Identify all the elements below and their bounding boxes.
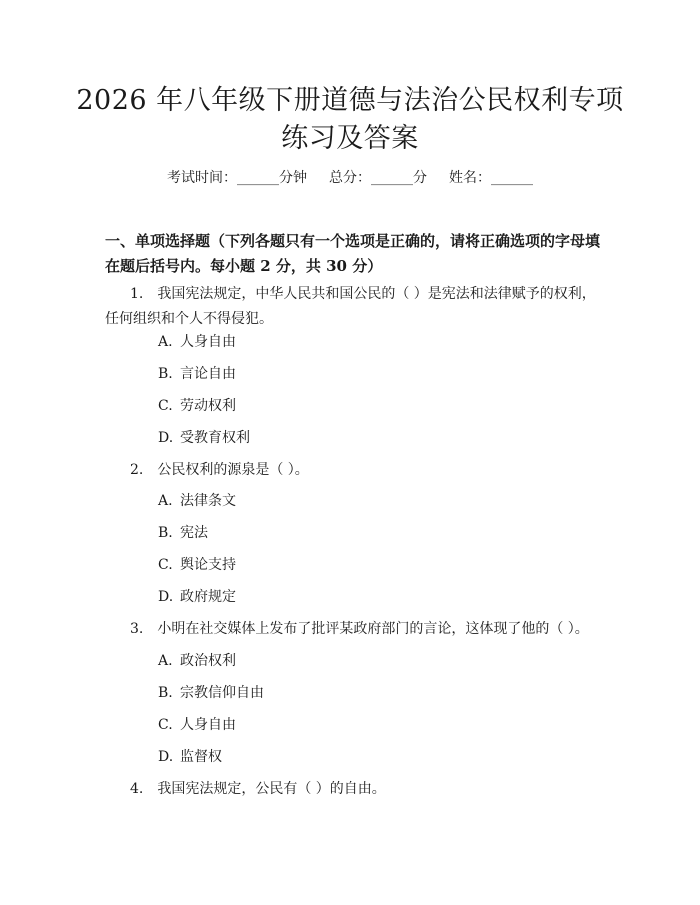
option-letter: C. [158, 398, 173, 414]
question-3-option-d [158, 747, 222, 767]
section-heading: 一、单项选择题（下列各题只有一个选项是正确的，请将正确选项的字母填在题后括号内。每小题 2 分，共 30 分） [105, 232, 601, 275]
option-letter: D. [158, 589, 174, 605]
question-1-option-d [158, 428, 250, 448]
question-1-option-b [158, 364, 236, 384]
question-3-option-b [158, 683, 264, 703]
option-text: 劳动权利 [180, 398, 236, 414]
student-name-field: 姓名：______ [449, 170, 533, 186]
option-letter: C. [158, 557, 173, 573]
option-text: 法律条文 [180, 493, 236, 509]
question-3-option-c [158, 715, 236, 735]
option-text: 政府规定 [180, 589, 236, 605]
question-number: 4. [130, 781, 144, 797]
option-text: 人身自由 [180, 334, 236, 350]
page-title-line-2: 练习及答案 [281, 123, 419, 154]
question-1-option-a [158, 332, 236, 352]
question-text: 小明在社交媒体上发布了批评某政府部门的言论，这体现了他的（ ）。 [157, 621, 589, 637]
question-number: 2. [130, 462, 144, 478]
question-1-option-c [158, 396, 236, 416]
option-letter: A. [158, 334, 173, 350]
exam-time-field: 考试时间：______分钟 [167, 170, 307, 186]
option-letter: B. [158, 685, 173, 701]
option-text: 监督权 [180, 749, 222, 765]
option-letter: B. [158, 366, 173, 382]
option-letter: C. [158, 717, 173, 733]
option-text: 言论自由 [180, 366, 236, 382]
option-text: 宪法 [180, 525, 208, 541]
total-score-field: 总分：______分 [329, 170, 427, 186]
question-text: 我国宪法规定，公民有（ ）的自由。 [157, 781, 386, 797]
question-4 [105, 777, 605, 802]
option-text: 受教育权利 [180, 430, 250, 446]
question-2-option-c [158, 555, 236, 575]
question-3-option-a [158, 651, 236, 671]
option-letter: D. [158, 749, 174, 765]
question-2-option-d [158, 587, 236, 607]
question-text: 我国宪法规定，中华人民共和国公民的（ ）是宪法和法律赋予的权利，任何组织和个人不得侵犯。 [105, 286, 596, 327]
question-1 [105, 282, 605, 332]
option-text: 舆论支持 [180, 557, 236, 573]
option-letter: B. [158, 525, 173, 541]
option-text: 宗教信仰自由 [180, 685, 264, 701]
question-2-option-a [158, 491, 236, 511]
question-2 [105, 458, 605, 483]
page-title-line-1: 2026 年八年级下册道德与法治公民权利专项 [76, 85, 624, 116]
question-text: 公民权利的源泉是（ ）。 [157, 462, 309, 478]
option-letter: A. [158, 653, 173, 669]
question-2-option-b [158, 523, 208, 543]
option-letter: A. [158, 493, 173, 509]
question-number: 3. [130, 621, 144, 637]
question-number: 1. [130, 286, 144, 302]
option-letter: D. [158, 430, 174, 446]
option-text: 人身自由 [180, 717, 236, 733]
question-3 [105, 617, 605, 642]
option-text: 政治权利 [180, 653, 236, 669]
exam-info [0, 168, 700, 188]
